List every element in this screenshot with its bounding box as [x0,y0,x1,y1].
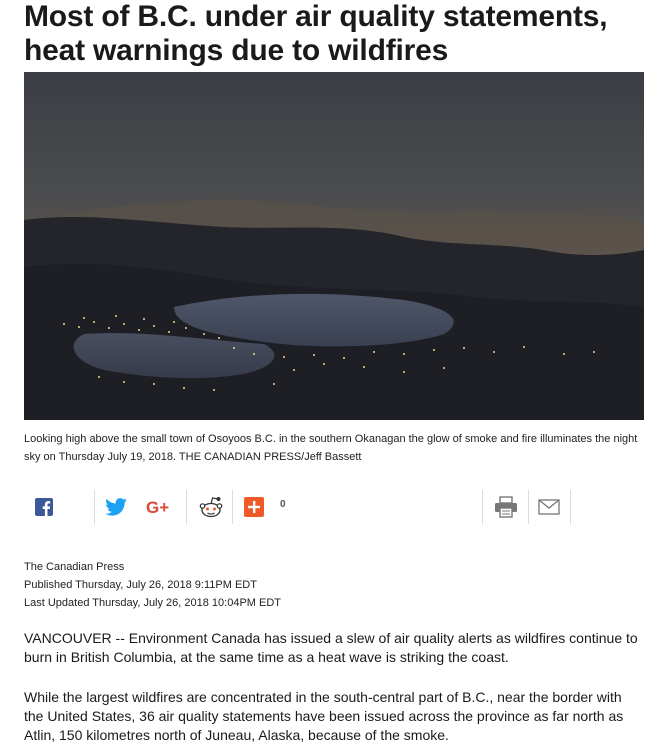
svg-text:G+: G+ [146,498,170,516]
share-divider [232,490,233,524]
article-paragraph: VANCOUVER -- Environment Canada has issued a slew of air quality alerts as wildfires continue to burn in British Columbia, at the same time as a heat wave is striking the coast. [24,630,638,665]
article-source: The Canadian Press [24,561,125,573]
share-divider [528,490,529,524]
share-divider [94,490,95,524]
photo-caption: Looking high above the small town of Osoyoos B.C. in the southern Okanagan the glow of smoke and fire illuminates the night sky on Thursday July 19, 2018. THE CANADIAN PRESS/Jeff Bassett [24,433,638,463]
article-headline: Most of B.C. under air quality statements, heat warnings due to wildfires [24,0,608,67]
twitter-icon [105,498,127,516]
email-icon [538,499,560,515]
print-icon [494,496,518,518]
google-plus-share-button[interactable] [144,486,178,528]
facebook-icon [35,498,53,516]
twitter-share-button[interactable] [102,486,130,528]
article-meta [24,558,281,612]
share-count: 0 [280,499,286,510]
add-share-icon [244,497,264,517]
reddit-icon [199,496,223,518]
osoyoos-night-photo [24,72,644,420]
facebook-share-button[interactable] [30,486,58,528]
published-date: Published Thursday, July 26, 2018 9:11PM EDT [24,579,257,591]
updated-date: Last Updated Thursday, July 26, 2018 10:04PM EDT [24,597,282,609]
reddit-share-button[interactable] [196,486,226,528]
share-divider [482,490,483,524]
article-paragraph: While the largest wildfires are concentrated in the south-central part of B.C., near the border with the United States, 36 air quality statements have been issued across the province as far north as Atlin, 150 kilometres north of Juneau, Alaska, because of the smoke. [24,689,624,743]
more-share-button[interactable] [242,486,266,528]
article-photo [24,72,644,420]
share-divider [570,490,571,524]
share-divider [186,490,187,524]
email-button[interactable] [536,486,562,528]
print-button[interactable] [490,486,522,528]
share-bar [24,486,647,528]
google-plus-icon [145,498,177,516]
